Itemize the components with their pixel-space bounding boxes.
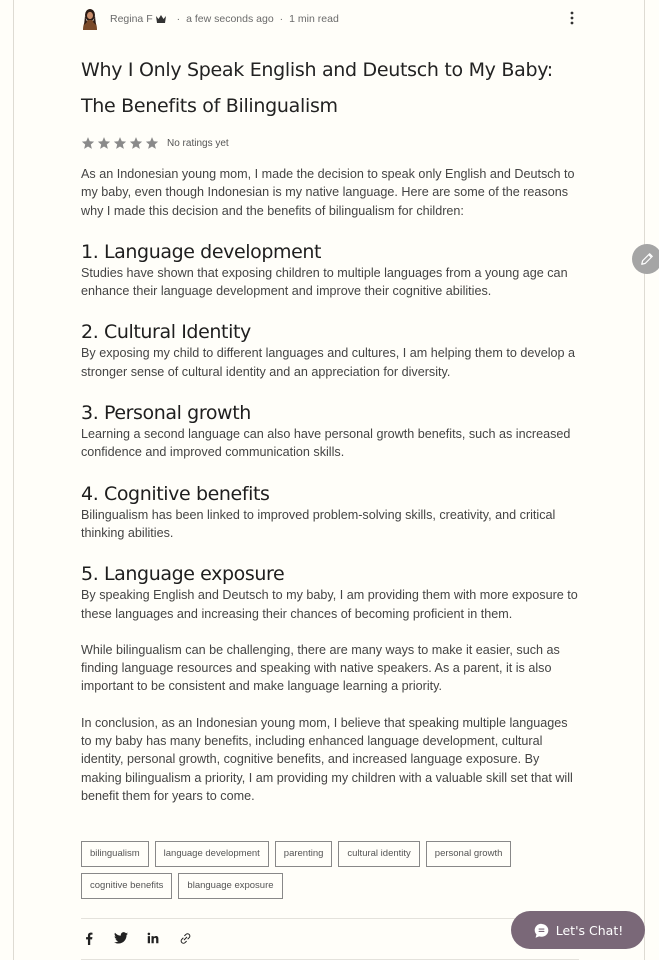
- section-text: Studies have shown that exposing children to multiple languages from a young age can enhance their language development and improve their cognitive abilities.: [81, 265, 568, 299]
- chat-button-label: Let's Chat!: [555, 922, 624, 938]
- star-icon[interactable]: [81, 136, 95, 150]
- linkedin-icon[interactable]: [146, 931, 160, 945]
- page-frame-right-border: [644, 0, 645, 960]
- share-bar: [82, 931, 192, 945]
- chat-bubble-icon: [533, 922, 550, 939]
- tag[interactable]: personal growth: [426, 841, 512, 867]
- section-text: By exposing my child to different languages and cultures, I am helping them to develop a stronger sense of cultural identity and an appreciation for diversity.: [81, 346, 576, 379]
- author-name[interactable]: Regina F: [110, 13, 153, 25]
- link-icon[interactable]: [178, 931, 192, 945]
- pencil-icon: [640, 252, 654, 266]
- twitter-icon[interactable]: [114, 931, 128, 945]
- chat-button[interactable]: [511, 911, 645, 949]
- section-text: Learning a second language can also have personal growth benefits, such as increased confidence and improved communication skills.: [81, 427, 571, 460]
- intro-paragraph: As an Indonesian young mom, I made the decision to speak only English and Deutsch to my baby, even though Indonesian is my native language. Here are some of the reasons why I made this decision and the benefits of bilingualism for children:: [81, 167, 575, 218]
- meta-separator: ·: [279, 13, 284, 25]
- tag[interactable]: cognitive benefits: [81, 873, 172, 899]
- rating-stars[interactable]: [81, 136, 159, 150]
- post-meta: [81, 8, 339, 30]
- post-body: [81, 165, 581, 805]
- star-icon[interactable]: [97, 136, 111, 150]
- tag[interactable]: parenting: [275, 841, 333, 867]
- section-heading: 4. Cognitive benefits: [81, 482, 270, 505]
- edit-post-button[interactable]: [632, 244, 659, 274]
- tag[interactable]: cultural identity: [338, 841, 419, 867]
- body-paragraph: While bilingualism can be challenging, there are many ways to make it easier, such as finding language resources and speaking with native speakers. As a parent, it is also important to be consistent and make language learning a priority.: [81, 642, 560, 694]
- section-text: Bilingualism has been linked to improved problem-solving skills, creativity, and critical thinking abilities.: [81, 507, 556, 540]
- facebook-icon[interactable]: [82, 931, 96, 945]
- post-rating[interactable]: [81, 136, 229, 150]
- section-heading: 2. Cultural Identity: [81, 321, 251, 344]
- tag[interactable]: bilingualism: [81, 841, 149, 867]
- meta-separator: ·: [176, 13, 181, 25]
- post-title: Why I Only Speak English and Deutsch to My Baby: The Benefits of Bilingualism: [81, 59, 553, 117]
- star-icon[interactable]: [113, 136, 127, 150]
- star-icon[interactable]: [129, 136, 143, 150]
- section-heading: 1. Language development: [81, 240, 322, 263]
- page-frame-left-border: [13, 0, 14, 960]
- tag[interactable]: blanguage exposure: [178, 873, 282, 899]
- tag[interactable]: language development: [155, 841, 269, 867]
- section-heading: 3. Personal growth: [81, 402, 251, 425]
- read-time: 1 min read: [289, 13, 339, 25]
- section-heading: 5. Language exposure: [81, 563, 285, 586]
- author-avatar[interactable]: [81, 8, 99, 30]
- rating-text: No ratings yet: [167, 137, 229, 149]
- more-options-icon[interactable]: [566, 10, 578, 26]
- post-tags: [81, 841, 551, 899]
- conclusion-paragraph: In conclusion, as an Indonesian young mom, I believe that speaking multiple languages to my baby has many benefits, including enhanced language development, cultural identity, personal growth, cognitive benefits, and increased language exposure. By making bilingualism a priority, I am providing my children with a valuable skill set that will benefit them for years to come.: [81, 715, 573, 803]
- post-timestamp: a few seconds ago: [186, 13, 274, 25]
- star-icon[interactable]: [145, 136, 159, 150]
- section-text: By speaking English and Deutsch to my baby, I am providing them with more exposure to these languages and increasing their chances of becoming proficient in them.: [81, 588, 578, 621]
- crown-icon: [156, 15, 166, 23]
- share-divider-top: [81, 918, 579, 919]
